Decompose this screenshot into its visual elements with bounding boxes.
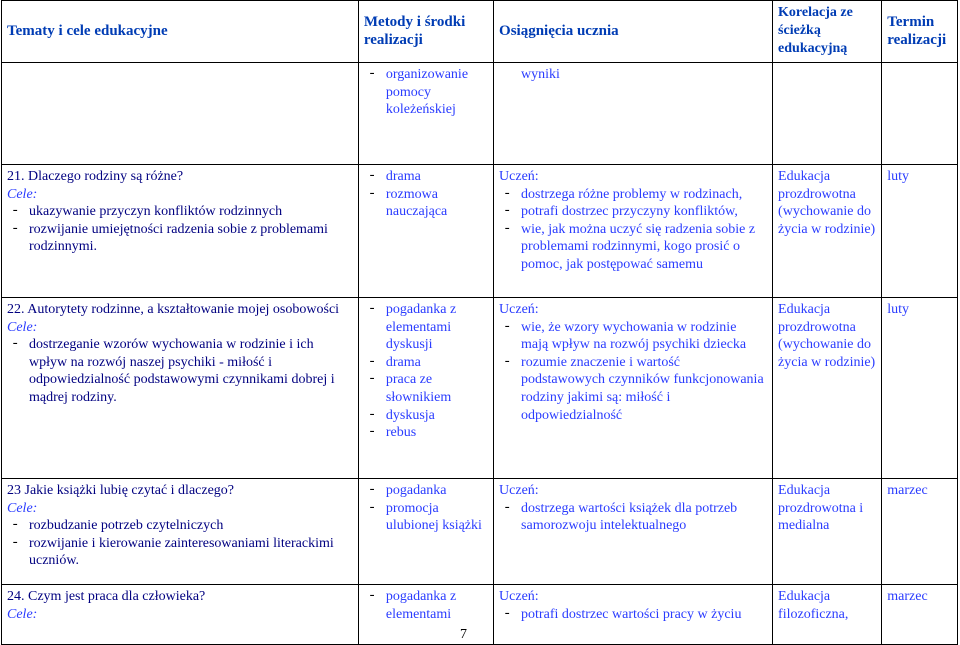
list-item: - dostrzega różne problemy w rodzinach, bbox=[499, 186, 767, 204]
student-label: Uczeń: bbox=[499, 589, 539, 604]
achievements-cell bbox=[494, 585, 773, 645]
correlation-cell: Edukacja prozdrowotna i medialna bbox=[773, 479, 882, 585]
goals-label: Cele: bbox=[7, 500, 38, 516]
table-row bbox=[2, 63, 958, 165]
term-cell: marzec bbox=[882, 479, 958, 585]
list-item: - dyskusja bbox=[364, 407, 488, 425]
topic-title: 23 Jakie książki lubię czytać i dlaczego? bbox=[7, 483, 235, 498]
list-item: - rozumie znaczenie i wartość podstawowych czynników funkcjonowania rodziny jakimi są: miłość i odpowiedzialność bbox=[499, 354, 767, 424]
header-achievements: Osiągnięcia ucznia bbox=[494, 1, 773, 63]
list-item: - rozwijanie i kierowanie zainteresowaniami literackimi uczniów. bbox=[7, 535, 353, 570]
list-item: - pogadanka z elementami bbox=[364, 588, 488, 623]
term-cell bbox=[882, 63, 958, 165]
topic-cell bbox=[2, 479, 359, 585]
list-item: - drama bbox=[364, 168, 488, 186]
topic-title: 21. Dlaczego rodziny są różne? bbox=[7, 169, 184, 184]
list-item: - rebus bbox=[364, 424, 488, 442]
methods-cell bbox=[358, 298, 493, 479]
student-label: Uczeń: bbox=[499, 169, 539, 184]
list-item: - praca ze słownikiem bbox=[364, 371, 488, 406]
correlation-cell bbox=[773, 63, 882, 165]
topic-cell bbox=[2, 165, 359, 298]
topic-cell bbox=[2, 585, 359, 645]
list-item: - dostrzeganie wzorów wychowania w rodzinie i ich wpływ na rozwój naszej psychiki - miłość i odpowiedzialność podstawowymi czynnikami dobrej i mądrej rodziny. bbox=[7, 336, 353, 406]
list-item: - pogadanka bbox=[364, 482, 488, 500]
achievements-cell bbox=[494, 165, 773, 298]
term-cell: luty bbox=[882, 165, 958, 298]
table-row bbox=[2, 585, 958, 645]
achievements-cell bbox=[494, 479, 773, 585]
list-item: - potrafi dostrzec przyczyny konfliktów, bbox=[499, 203, 767, 221]
header-correlation: Korelacja ze ścieżką edukacyjną bbox=[773, 1, 882, 63]
correlation-cell: Edukacja prozdrowotna (wychowanie do życia w rodzinie) bbox=[773, 165, 882, 298]
list-item: - dostrzega wartości książek dla potrzeb samorozwoju intelektualnego bbox=[499, 500, 767, 535]
table-row bbox=[2, 298, 958, 479]
topic-title: 22. Autorytety rodzinne, a kształtowanie mojej osobowości bbox=[7, 302, 340, 317]
list-item: - pogadanka z elementami dyskusji bbox=[364, 301, 488, 354]
list-item: - ukazywanie przyczyn konfliktów rodzinnych bbox=[7, 203, 353, 221]
achievement-text: wyniki bbox=[521, 67, 560, 82]
header-methods: Metody i środki realizacji bbox=[358, 1, 493, 63]
page-number: 7 bbox=[460, 627, 467, 642]
list-item: - rozwijanie umiejętności radzenia sobie z problemami rodzinnymi. bbox=[7, 221, 353, 256]
list-item: - rozmowa nauczająca bbox=[364, 186, 488, 221]
list-item: - rozbudzanie potrzeb czytelniczych bbox=[7, 517, 353, 535]
correlation-cell: Edukacja prozdrowotna (wychowanie do życia w rodzinie) bbox=[773, 298, 882, 479]
list-item: - drama bbox=[364, 354, 488, 372]
list-item: - potrafi dostrzec wartości pracy w życiu bbox=[499, 606, 767, 624]
table-row bbox=[2, 165, 958, 298]
header-row bbox=[2, 1, 958, 63]
topic-cell bbox=[2, 298, 359, 479]
methods-cell bbox=[358, 63, 493, 165]
methods-cell bbox=[358, 585, 493, 645]
topic-cell bbox=[2, 63, 359, 165]
methods-cell bbox=[358, 479, 493, 585]
header-term: Termin realizacji bbox=[882, 1, 958, 63]
student-label: Uczeń: bbox=[499, 483, 539, 498]
list-item: - organizowanie pomocy koleżeńskiej bbox=[364, 66, 488, 119]
student-label: Uczeń: bbox=[499, 302, 539, 317]
achievements-cell bbox=[494, 298, 773, 479]
goals-label: Cele: bbox=[7, 186, 38, 202]
list-item: - wie, jak można uczyć się radzenia sobie z problemami rodzinnymi, kogo prosić o pomoc, jak postępować samemu bbox=[499, 221, 767, 274]
list-item: - promocja ulubionej książki bbox=[364, 500, 488, 535]
table-row bbox=[2, 479, 958, 585]
term-cell: marzec bbox=[882, 585, 958, 645]
term-cell: luty bbox=[882, 298, 958, 479]
goals-label: Cele: bbox=[7, 606, 38, 622]
list-item: - wie, że wzory wychowania w rodzinie mają wpływ na rozwój psychiki dziecka bbox=[499, 319, 767, 354]
curriculum-table bbox=[1, 0, 958, 645]
achievements-cell bbox=[494, 63, 773, 165]
methods-cell bbox=[358, 165, 493, 298]
correlation-cell: Edukacja filozoficzna, bbox=[773, 585, 882, 645]
topic-title: 24. Czym jest praca dla człowieka? bbox=[7, 589, 206, 604]
header-topics: Tematy i cele edukacyjne bbox=[2, 1, 359, 63]
goals-label: Cele: bbox=[7, 319, 38, 335]
